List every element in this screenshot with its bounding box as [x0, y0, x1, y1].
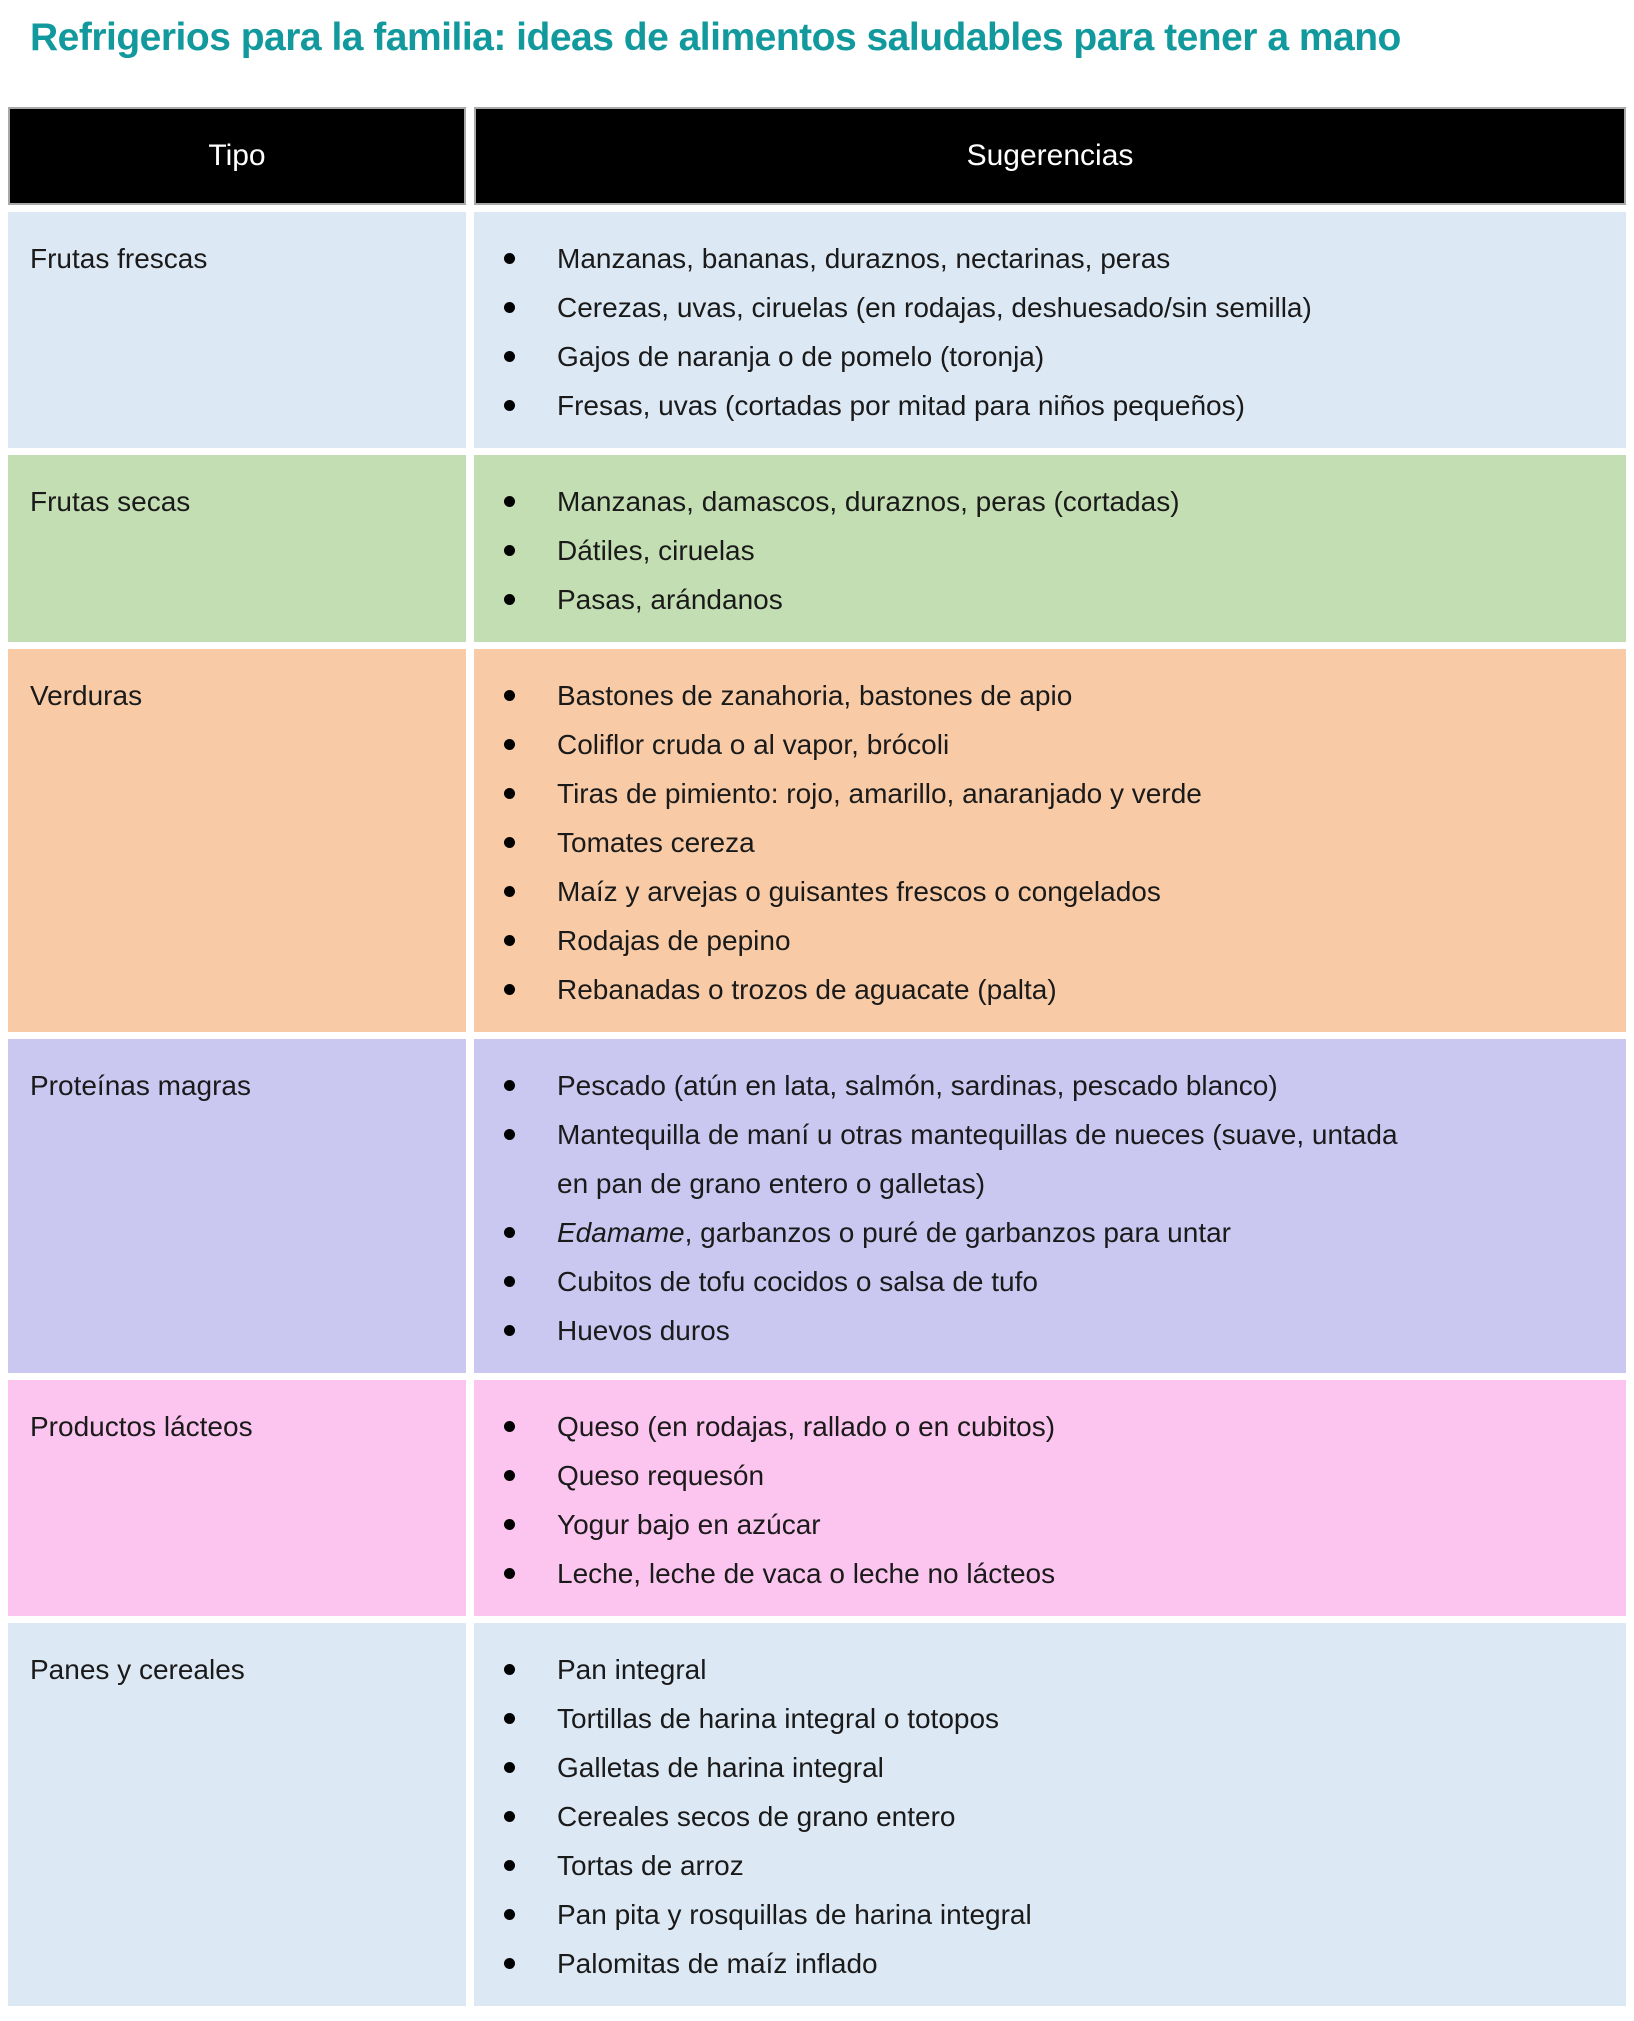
list-item: Mantequilla de maní u otras mantequillas de nueces (suave, untada en pan de grano entero o galletas): [503, 1110, 1417, 1208]
list-item: Queso requesón: [503, 1451, 1417, 1500]
list-item: Rodajas de pepino: [503, 916, 1417, 965]
suggestions-list: [503, 1402, 1610, 1598]
table-row: [8, 1380, 1626, 1616]
table-row: [8, 1039, 1626, 1373]
row-suggestions-cell: [474, 1623, 1626, 2006]
list-item: Manzanas, bananas, duraznos, nectarinas, peras: [503, 234, 1417, 283]
list-item: Pan pita y rosquillas de harina integral: [503, 1890, 1417, 1939]
row-type-cell: Proteínas magras: [8, 1039, 466, 1373]
italic-term: Edamame: [557, 1216, 685, 1248]
list-item: Galletas de harina integral: [503, 1743, 1417, 1792]
column-header-tipo: Tipo: [8, 107, 466, 205]
table-row: [8, 212, 1626, 448]
list-item: Cereales secos de grano entero: [503, 1792, 1417, 1841]
list-item: Cubitos de tofu cocidos o salsa de tufo: [503, 1257, 1417, 1306]
header-row: [8, 107, 1626, 205]
row-suggestions-cell: [474, 649, 1626, 1032]
table-row: [8, 455, 1626, 642]
suggestions-list: [503, 671, 1610, 1014]
list-item: Coliflor cruda o al vapor, brócoli: [503, 720, 1417, 769]
suggestions-list: [503, 234, 1610, 430]
table-body: [8, 212, 1626, 2006]
list-item: Rebanadas o trozos de aguacate (palta): [503, 965, 1417, 1014]
list-item: Pescado (atún en lata, salmón, sardinas, pescado blanco): [503, 1061, 1417, 1110]
list-item: Tortillas de harina integral o totopos: [503, 1694, 1417, 1743]
list-item: Tortas de arroz: [503, 1841, 1417, 1890]
list-item: Tiras de pimiento: rojo, amarillo, anaranjado y verde: [503, 769, 1417, 818]
list-item: Yogur bajo en azúcar: [503, 1500, 1417, 1549]
row-suggestions-cell: [474, 212, 1626, 448]
table-row: [8, 1623, 1626, 2006]
list-item: [503, 1208, 1417, 1257]
list-item: Cerezas, uvas, ciruelas (en rodajas, deshuesado/sin semilla): [503, 283, 1417, 332]
list-item: Maíz y arvejas o guisantes frescos o congelados: [503, 867, 1417, 916]
snack-ideas-table: [0, 100, 1634, 2013]
list-item: Manzanas, damascos, duraznos, peras (cortadas): [503, 477, 1417, 526]
page-title: Refrigerios para la familia: ideas de alimentos saludables para tener a mano: [30, 16, 1401, 59]
suggestions-list: [503, 1645, 1610, 1988]
row-type-cell: Frutas secas: [8, 455, 466, 642]
row-type-cell: Productos lácteos: [8, 1380, 466, 1616]
list-item: Tomates cereza: [503, 818, 1417, 867]
list-item: Pan integral: [503, 1645, 1417, 1694]
row-suggestions-cell: [474, 455, 1626, 642]
list-item-text: , garbanzos o puré de garbanzos para untar: [684, 1216, 1231, 1248]
list-item: Bastones de zanahoria, bastones de apio: [503, 671, 1417, 720]
list-item: Palomitas de maíz inflado: [503, 1939, 1417, 1988]
list-item: Dátiles, ciruelas: [503, 526, 1417, 575]
list-item: Pasas, arándanos: [503, 575, 1417, 624]
suggestions-list: [503, 477, 1610, 624]
row-type-cell: Panes y cereales: [8, 1623, 466, 2006]
suggestions-list: [503, 1061, 1610, 1355]
list-item: Queso (en rodajas, rallado o en cubitos): [503, 1402, 1417, 1451]
table-row: [8, 649, 1626, 1032]
row-type-cell: Verduras: [8, 649, 466, 1032]
list-item: Gajos de naranja o de pomelo (toronja): [503, 332, 1417, 381]
row-suggestions-cell: [474, 1039, 1626, 1373]
column-header-sugerencias: Sugerencias: [474, 107, 1626, 205]
row-type-cell: Frutas frescas: [8, 212, 466, 448]
list-item: Huevos duros: [503, 1306, 1417, 1355]
row-suggestions-cell: [474, 1380, 1626, 1616]
list-item: Leche, leche de vaca o leche no lácteos: [503, 1549, 1417, 1598]
list-item: Fresas, uvas (cortadas por mitad para niños pequeños): [503, 381, 1417, 430]
